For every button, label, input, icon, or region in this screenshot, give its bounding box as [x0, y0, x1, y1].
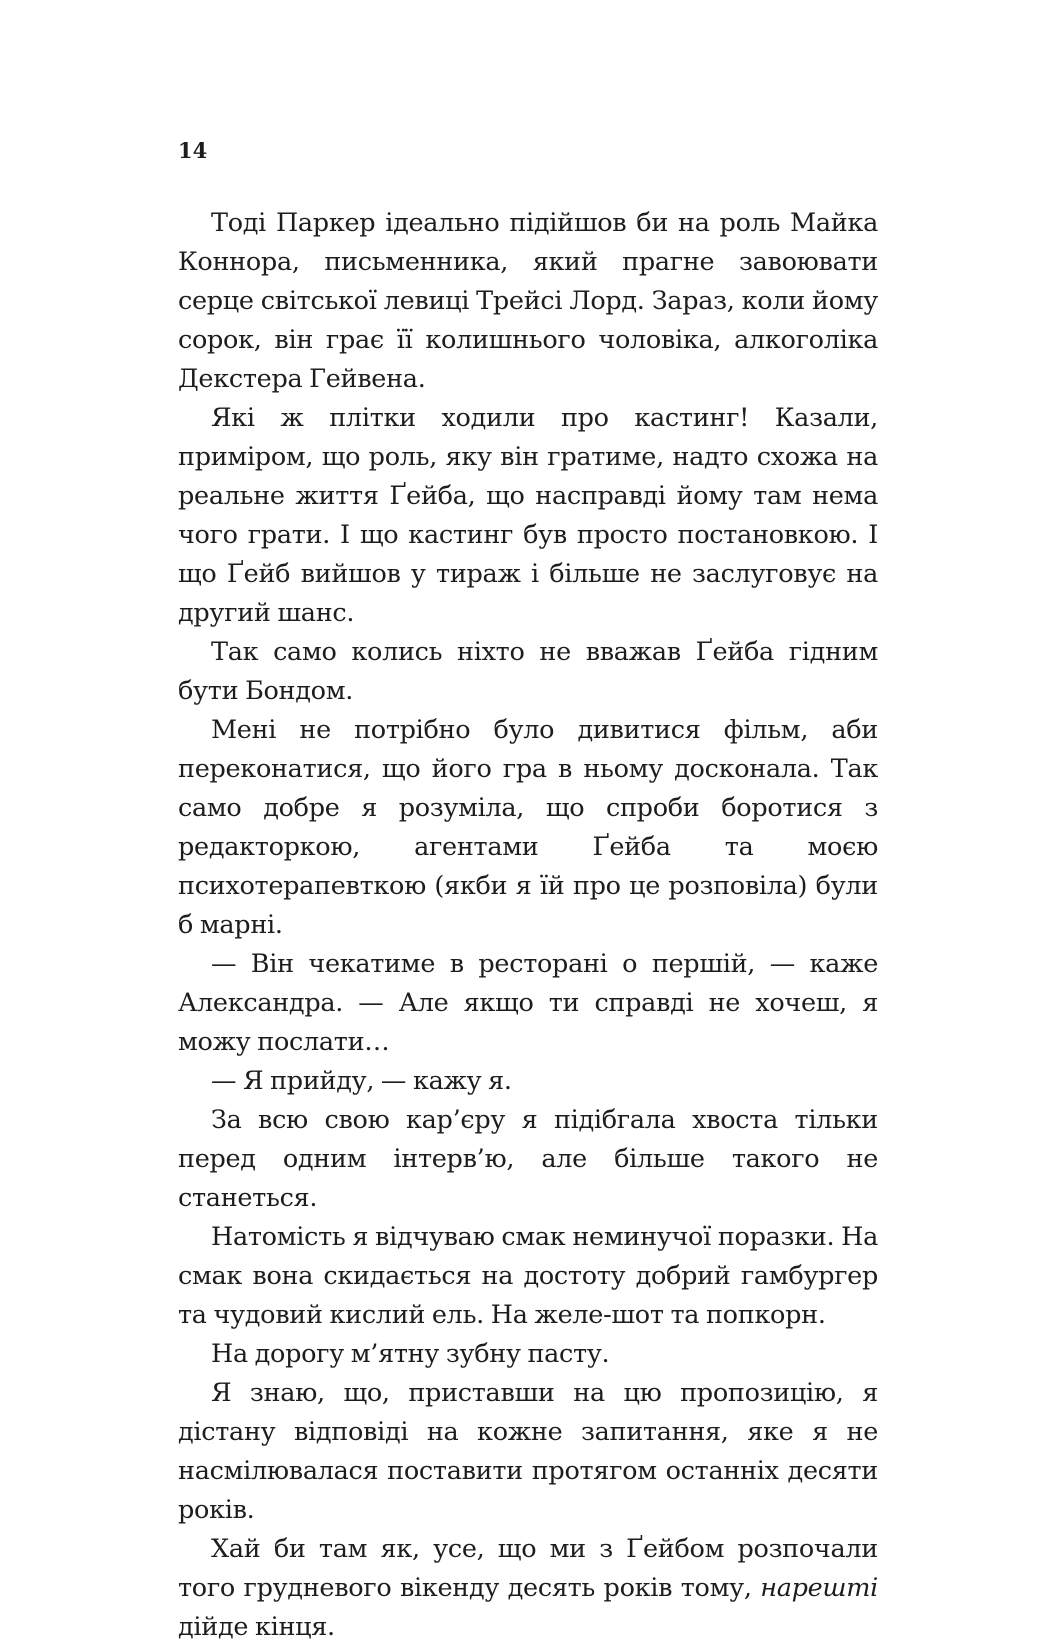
- body-text: [178, 204, 878, 1647]
- page-number: 14: [178, 138, 208, 163]
- paragraph: [178, 1530, 878, 1647]
- paragraph-text: дійде кінця.: [178, 1612, 335, 1642]
- paragraph: Тоді Паркер ідеально підійшов би на роль Майка Коннора, письменника, який прагне завоювати серце світської левиці Трейсі Лорд. Зараз, коли йому сорок, він грає її колишнього чоловіка, алкоголіка Декстера Гейвена.: [178, 208, 878, 394]
- paragraph: Які ж плітки ходили про кастинг! Казали, приміром, що роль, яку він гратиме, надто схожа на реальне життя Ґейба, що насправді йому там нема чого грати. І що кастинг був просто постановкою. І що Ґейб вийшов у тираж і більше не заслуговує на другий шанс.: [178, 403, 878, 628]
- dialogue-line: — Він чекатиме в ресторані о першій, — каже Александра. — Але якщо ти справді не хочеш, я можу послати…: [178, 949, 878, 1057]
- emphasis-text: нарешті: [760, 1573, 879, 1603]
- paragraph: Так само колись ніхто не вважав Ґейба гідним бути Бондом.: [178, 637, 878, 706]
- paragraph: На дорогу м’ятну зубну пасту.: [211, 1339, 610, 1369]
- paragraph: Мені не потрібно було дивитися фільм, аби переконатися, що його гра в ньому досконала. Так само добре я розуміла, що спроби боротися з редакторкою, агентами Ґейба та моєю психотерапевткою (якби я їй про це розповіла) були б марні.: [178, 715, 878, 940]
- paragraph: Натомість я відчуваю смак неминучої поразки. На смак вона скидається на достоту добрий гамбургер та чудовий кислий ель. На желе-шот та попкорн.: [178, 1222, 878, 1330]
- paragraph: Я знаю, що, приставши на цю пропозицію, я дістану відповіді на кожне запитання, яке я не насмілювалася поставити протягом останніх десяти років.: [178, 1378, 878, 1525]
- dialogue-line: — Я прийду, — кажу я.: [211, 1066, 512, 1096]
- paragraph: За всю свою кар’єру я підібгала хвоста тільки перед одним інтерв’ю, але більше такого не станеться.: [178, 1105, 878, 1213]
- paragraph-text: Хай би там як, усе, що ми з Ґейбом розпочали того грудневого вікенду десять років тому,: [178, 1534, 878, 1603]
